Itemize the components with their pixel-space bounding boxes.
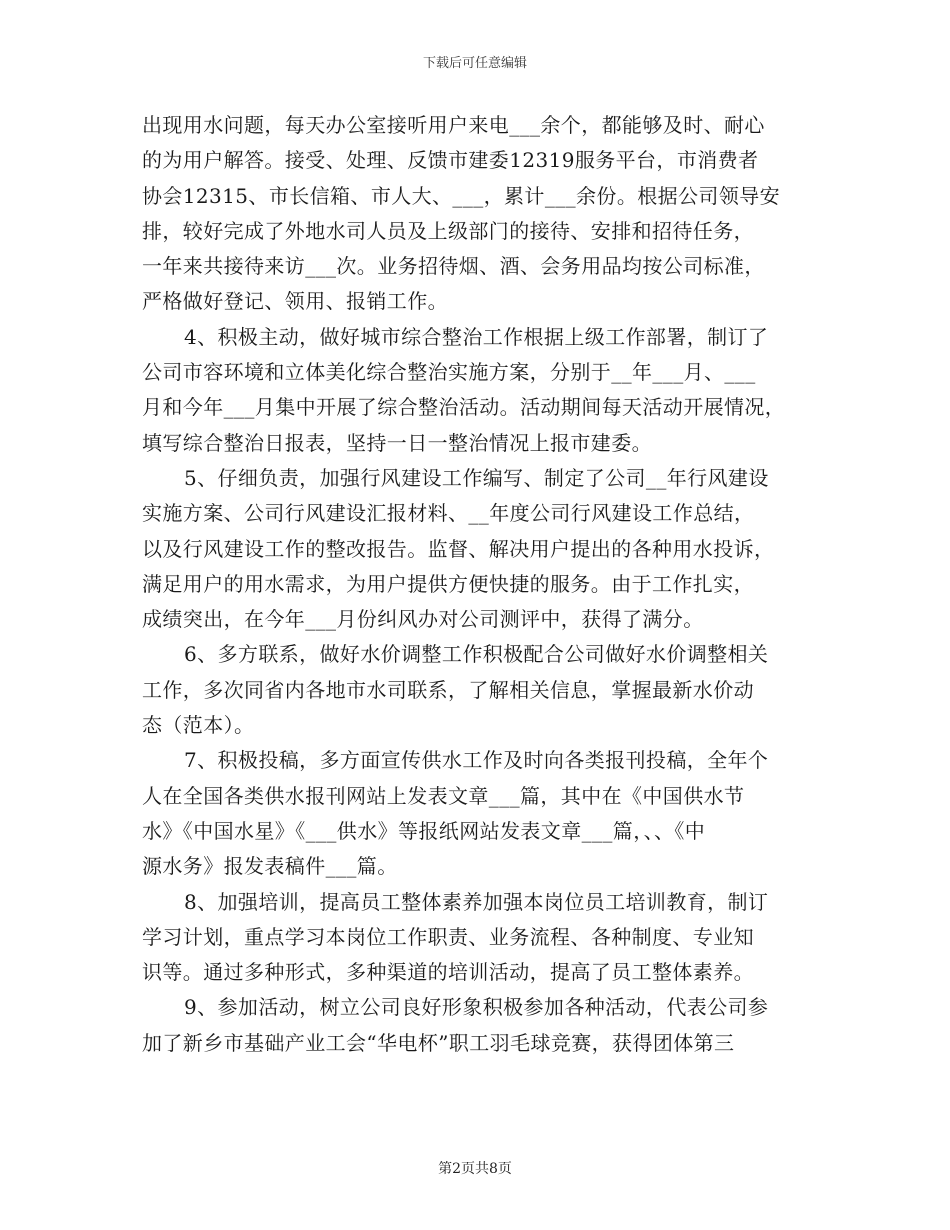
- text-line: 成绩突出，在今年___月份纠风办对公司测评中，获得了满分。: [142, 607, 704, 632]
- text-line: 协会12315、市长信箱、市人大、___，累计___余份。根据公司领导安: [142, 183, 781, 208]
- paragraph-start-line: 4、积极主动，做好城市综合整治工作根据上级工作部署，制订了: [184, 324, 769, 349]
- paragraph-start-line: 5、仔细负责，加强行风建设工作编写、制定了公司__年行风建设: [184, 465, 769, 490]
- text-line: 的为用户解答。接受、处理、反馈市建委12319服务平台，市消费者: [142, 148, 759, 173]
- text-line: 填写综合整治日报表，坚持一日一整治情况上报市建委。: [142, 430, 652, 455]
- text-line: 月和今年___月集中开展了综合整治活动。活动期间每天活动开展情况，: [142, 395, 786, 420]
- text-line: 工作，多次同省内各地市水司联系，了解相关信息，掌握最新水价动: [142, 677, 754, 702]
- document-body: [142, 108, 814, 1061]
- text-line: 公司市容环境和立体美化综合整治实施方案，分别于__年___月、___: [142, 360, 756, 385]
- paragraph-start-line: 6、多方联系，做好水价调整工作积极配合公司做好水价调整相关: [184, 642, 769, 667]
- text-line: 出现用水问题，每天办公室接听用户来电___余个，都能够及时、耐心: [142, 113, 765, 137]
- text-line: 水》《中国水星》《___供水》等报纸网站发表文章___篇，、、《中: [142, 818, 706, 843]
- text-line: 满足用户的用水需求，为用户提供方便快捷的服务。由于工作扎实，: [142, 571, 754, 596]
- text-line: 学习计划，重点学习本岗位工作职责、业务流程、各种制度、专业知: [142, 924, 754, 949]
- text-line: 以及行风建设工作的整改报告。监督、解决用户提出的各种用水投诉，: [142, 536, 775, 561]
- paragraph-start-line: 7、积极投稿，多方面宣传供水工作及时向各类报刊投稿，全年个: [184, 748, 769, 773]
- text-line: 严格做好登记、领用、报销工作。: [142, 289, 448, 314]
- text-line: 一年来共接待来访___次。业务招待烟、酒、会务用品均按公司标准，: [142, 254, 765, 279]
- page-header-note: 下载后可任意编辑: [422, 56, 527, 71]
- paragraph-start-line: 9、参加活动，树立公司良好形象积极参加各种活动，代表公司参: [184, 995, 769, 1020]
- text-line: 实施方案、公司行风建设汇报材料、__年度公司行风建设工作总结，: [142, 501, 755, 526]
- text-line: 排，较好完成了外地水司人员及上级部门的接待、安排和招待任务，: [142, 218, 754, 243]
- page-number: 第2页共8页: [438, 1161, 512, 1177]
- text-line: 态（范本）。: [142, 713, 255, 738]
- text-line: 加了新乡市基础产业工会“华电杯”职工羽毛球竞赛，获得团体第三: [142, 1030, 735, 1055]
- text-line: 人在全国各类供水报刊网站上发表文章___篇，其中在《中国供水节: [142, 783, 745, 808]
- paragraph-start-line: 8、加强培训，提高员工整体素养加强本岗位员工培训教育，制订: [184, 889, 769, 914]
- text-line: 识等。通过多种形式，多种渠道的培训活动，提高了员工整体素养。: [142, 960, 754, 985]
- text-line: 源水务》报发表稿件___篇。: [142, 854, 398, 879]
